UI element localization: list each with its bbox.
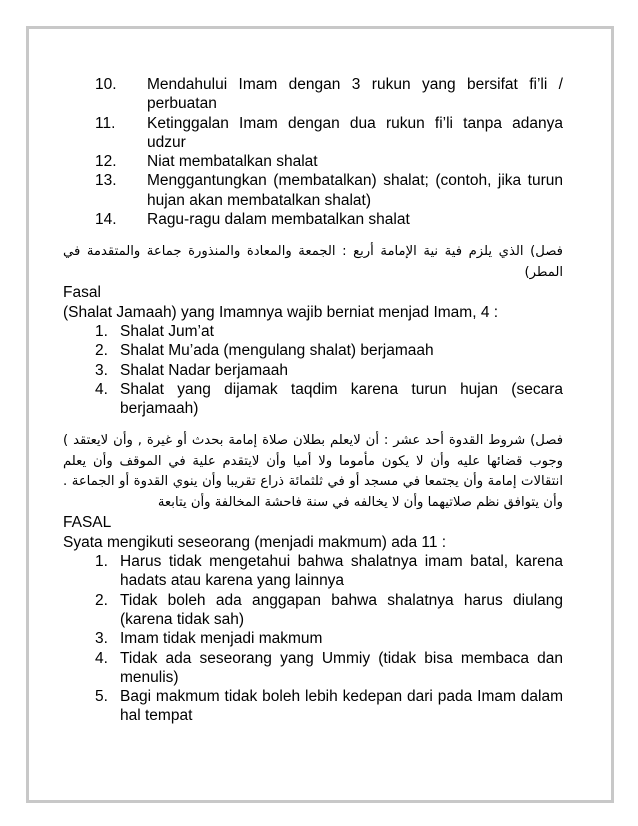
list-item-text: Menggantungkan (membatalkan) shalat; (contoh, jika turun hujan akan membatalkan shalat) [147,172,563,209]
list-item [95,687,563,726]
list-item-text: Shalat Nadar berjamaah [120,361,289,379]
list-item [95,171,563,210]
list-item-text: Shalat Jum’at [120,322,214,340]
list-item [95,152,563,171]
list-item-number: 1. [95,322,108,340]
list-item-text: Ketinggalan Imam dengan dua rukun fi’li tanpa adanya udzur [147,114,563,151]
page-border-top [26,26,614,29]
list-item-text: Tidak ada seseorang yang Ummiy (tidak bisa membaca dan menulis) [120,649,563,686]
list-item [95,341,563,360]
list-item-number: 2. [95,342,108,360]
section-1-intro: (Shalat Jamaah) yang Imamnya wajib berniat menjad Imam, 4 : [63,303,499,321]
list-item-number: 1. [95,553,108,571]
list-item-number: 14. [95,211,117,229]
arabic-paragraph-1: فصل) الذي يلزم فية نية الإمامة أربع : الجمعة والمعادة والمنذورة جماعة والمتقدمة في المطر) [63,244,563,280]
page-border-bottom [26,800,614,803]
list-item-text: Shalat yang dijamak taqdim karena turun hujan (secara berjamaah) [120,380,563,418]
list-item-number: 12. [95,153,117,171]
list-item-number: 5. [95,688,108,706]
list-item [95,322,563,341]
list-item [95,75,563,114]
list-item-text: Harus tidak mengetahui bahwa shalatnya imam batal, karena hadats atau karena yang lainnya [120,553,563,590]
list-item [95,210,563,229]
list-item [95,552,563,591]
section-heading-fasal: Fasal [63,284,101,302]
list-item-text: Bagi makmum tidak boleh lebih kedepan dari pada Imam dalam hal tempat [120,688,563,725]
list-item-text: Tidak boleh ada anggapan bahwa shalatnya harus diulang (karena tidak sah) [120,591,563,628]
list-item-number: 4. [95,649,108,667]
spacer [75,418,563,431]
list-item-number: 3. [95,630,108,648]
list-item [95,591,563,630]
section-heading-fasal-2: FASAL [63,514,112,532]
page-border-left [26,26,29,803]
list-item-number: 13. [95,172,117,190]
list-item-number: 3. [95,361,108,379]
arabic-paragraph-2: فصل) شروط القدوة أحد عشر : أن لايعلم بطلان صلاة إمامة بحدث أو غيرة , وأن لايعتقد ) وجوب قضائها عليه وأن لا يكون مأموما ولا أميا وأن لايتقدم علية في الموقف وأن يعلم انتقالات إمامة وأن يجتمعا في مسجد أو في ثلثمائة ذراع تقريبا وأن ينوي القدوة أو الجماعة . وأن يتوافق نظم صلاتيهما وأن لا يخالفه في سنة فاحشة المخالفة وأن يتابعة [63,433,563,510]
list-item-number: 10. [95,76,117,93]
list-item [95,361,563,380]
list-item [95,649,563,688]
section-1-list [75,322,563,418]
spacer [75,229,563,242]
list-item-number: 2. [95,591,108,609]
top-numbered-list [75,75,563,229]
list-item-text: Niat membatalkan shalat [147,153,318,171]
list-item-text: Mendahului Imam dengan 3 rukun yang bersifat fi’li / perbuatan [147,76,563,113]
list-item-number: 4. [95,380,108,398]
document-content [63,75,563,726]
list-item-text: Shalat Mu’ada (mengulang shalat) berjamaah [120,342,434,360]
list-item-number: 11. [95,114,116,132]
list-item [95,380,563,419]
section-2-intro: Syata mengikuti seseorang (menjadi makmum) ada 11 : [63,533,447,551]
list-item [95,114,563,153]
list-item-text: Imam tidak menjadi makmum [120,630,323,648]
section-2-list [75,552,563,726]
page-border-right [611,26,614,803]
list-item [95,629,563,648]
list-item-text: Ragu-ragu dalam membatalkan shalat [147,211,410,229]
